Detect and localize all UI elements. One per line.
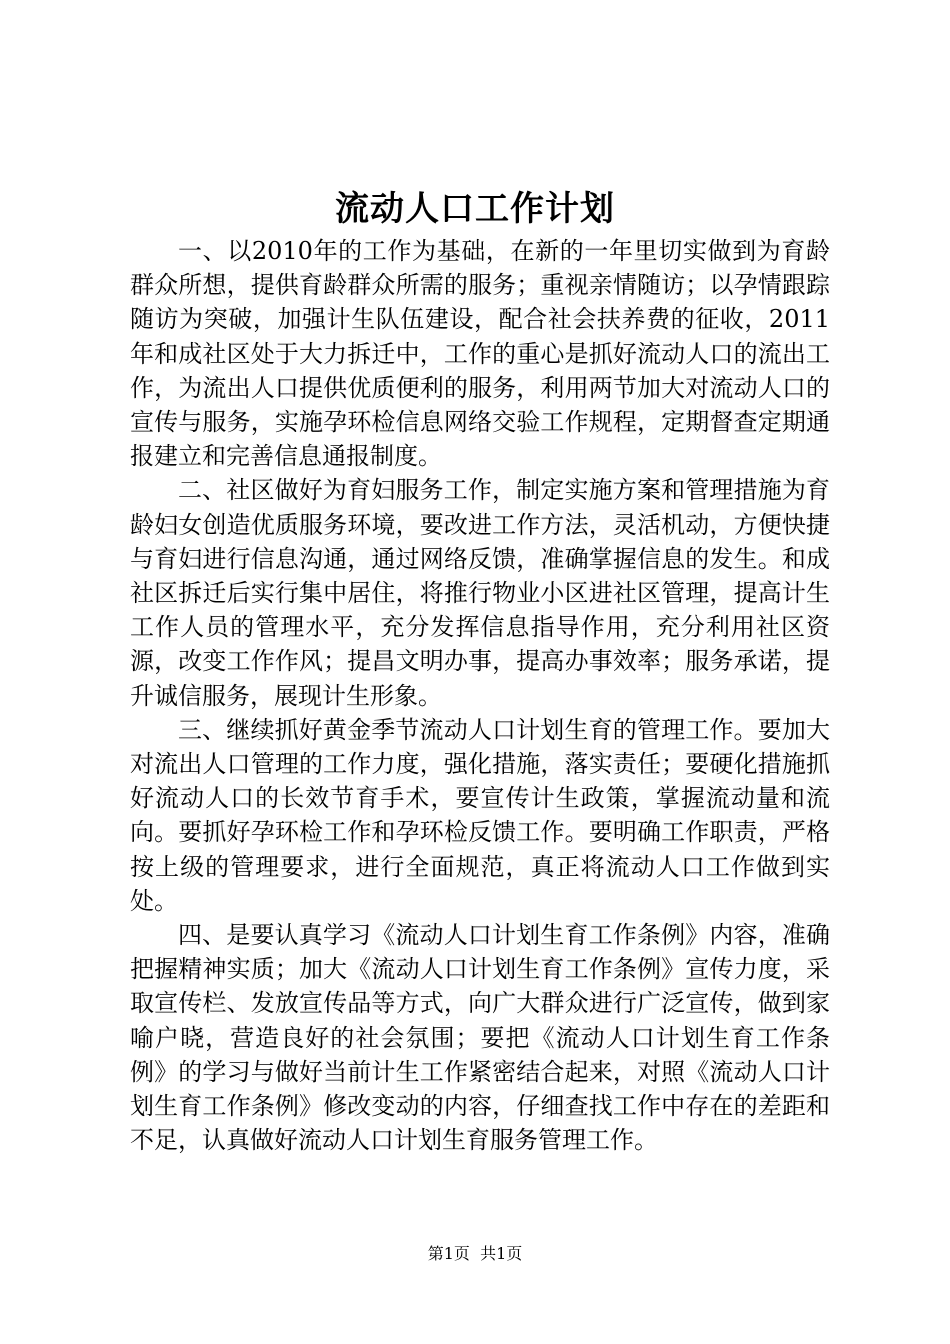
page-footer bbox=[0, 1242, 950, 1266]
paragraph-2: 二、社区做好为育妇服务工作，制定实施方案和管理措施为育龄妇女创造优质服务环境，要改进工作方法，灵活机动，方便快捷与育妇进行信息沟通，通过网络反馈，准确掌握信息的发生。和成社区拆迁后实行集中居住，将推行物业小区进社区管理，提高计生工作人员的管理水平，充分发挥信息指导作用，充分利用社区资源，改变工作作风；提昌文明办事，提高办事效率；服务承诺，提升诚信服务，展现计生形象。 bbox=[130, 476, 830, 710]
page-total: 共1页 bbox=[480, 1244, 523, 1263]
paragraph-3: 三、继续抓好黄金季节流动人口计划生育的管理工作。要加大对流出人口管理的工作力度，强化措施，落实责任；要硬化措施抓好流动人口的长效节育手术，要宣传计生政策，掌握流动量和流向。要抓好孕环检工作和孕环检反馈工作。要明确工作职责，严格按上级的管理要求，进行全面规范，真正将流动人口工作做到实处。 bbox=[130, 715, 830, 915]
document-title: 流动人口工作计划 bbox=[335, 189, 615, 229]
document-body bbox=[130, 234, 830, 1157]
footer-spacer bbox=[470, 1244, 480, 1263]
page-number: 第1页 bbox=[427, 1244, 470, 1263]
paragraph-4: 四、是要认真学习《流动人口计划生育工作条例》内容，准确把握精神实质；加大《流动人口计划生育工作条例》宣传力度，采取宣传栏、发放宣传品等方式，向广大群众进行广泛宣传，做到家喻户晓，营造良好的社会氛围；要把《流动人口计划生育工作条例》的学习与做好当前计生工作紧密结合起来，对照《流动人口计划生育工作条例》修改变动的内容，仔细查找工作中存在的差距和不足，认真做好流动人口计划生育服务管理工作。 bbox=[130, 921, 830, 1155]
paragraph-1: 一、以2010年的工作为基础，在新的一年里切实做到为育龄群众所想，提供育龄群众所需的服务；重视亲情随访；以孕情跟踪随访为突破，加强计生队伍建设，配合社会扶养费的征收，2011年和成社区处于大力拆迁中，工作的重心是抓好流动人口的流出工作，为流出人口提供优质便利的服务，利用两节加大对流动人口的宣传与服务，实施孕环检信息网络交验工作规程，定期督查定期通报建立和完善信息通报制度。 bbox=[130, 237, 830, 471]
